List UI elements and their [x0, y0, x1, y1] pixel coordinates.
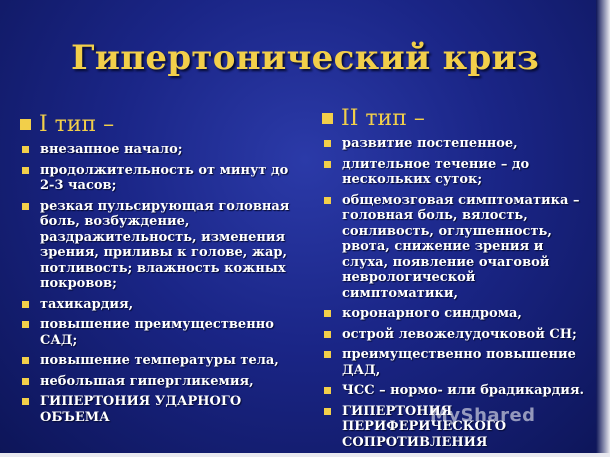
- bottom-edge: [0, 453, 610, 457]
- list-item: тахикардия,: [20, 297, 290, 313]
- left-heading: [20, 112, 290, 137]
- square-bullet-icon: [22, 203, 29, 210]
- slide-title: Гипертонический криз: [70, 38, 540, 78]
- list-item: повышение температуры тела,: [20, 353, 290, 369]
- square-bullet-icon: [22, 357, 29, 364]
- square-bullet-icon: [324, 310, 331, 317]
- list-item: общемозговая симптоматика – головная боль, вялость, сонливость, оглушенность, рвота, снижение зрения и слуха, появление очаговой неврологической симптоматики,: [322, 193, 590, 302]
- list-item: ГИПЕРТОНИЯ УДАРНОГО ОБЪЕМА: [20, 394, 290, 425]
- square-bullet-icon: [324, 161, 331, 168]
- square-bullet-icon: [324, 387, 331, 394]
- list-item: продолжительность от минут до 2-3 часов;: [20, 163, 290, 194]
- list-item: преимущественно повышение ДАД,: [322, 347, 590, 378]
- list-item: ЧСС – нормо- или брадикардия.: [322, 383, 590, 399]
- square-bullet-icon: [22, 301, 29, 308]
- square-bullet-icon: [324, 408, 331, 415]
- square-bullet-icon: [22, 398, 29, 405]
- list-item: резкая пульсирующая головная боль, возбуждение, раздражительность, изменения зрения, приливы к голове, жар, потливость; влажность кожных покровов;: [20, 199, 290, 292]
- list-item: повышение преимущественно САД;: [20, 317, 290, 348]
- list-item: острой левожелудочковой СН;: [322, 327, 590, 343]
- square-bullet-icon: [22, 321, 29, 328]
- watermark: MyShared: [430, 405, 536, 426]
- left-heading-text: I тип –: [39, 112, 115, 137]
- square-bullet-icon: [324, 197, 331, 204]
- right-heading-text: II тип –: [341, 106, 425, 131]
- right-edge: [596, 0, 610, 457]
- square-bullet-icon: [20, 119, 31, 130]
- left-list: [20, 142, 290, 425]
- list-item: коронарного синдрома,: [322, 306, 590, 322]
- left-column: [20, 112, 290, 430]
- right-heading: [322, 106, 590, 131]
- square-bullet-icon: [322, 113, 333, 124]
- list-item: небольшая гипергликемия,: [20, 374, 290, 390]
- square-bullet-icon: [324, 351, 331, 358]
- list-item: внезапное начало;: [20, 142, 290, 158]
- list-item: ГИПЕРТОНИЯ ПЕРИФЕРИЧЕСКОГО СОПРОТИВЛЕНИЯ: [322, 404, 590, 451]
- square-bullet-icon: [324, 331, 331, 338]
- right-column: [322, 106, 590, 455]
- square-bullet-icon: [324, 140, 331, 147]
- list-item: длительное течение – до нескольких суток;: [322, 157, 590, 188]
- list-item: развитие постепенное,: [322, 136, 590, 152]
- square-bullet-icon: [22, 146, 29, 153]
- square-bullet-icon: [22, 167, 29, 174]
- right-list: [322, 136, 590, 450]
- square-bullet-icon: [22, 378, 29, 385]
